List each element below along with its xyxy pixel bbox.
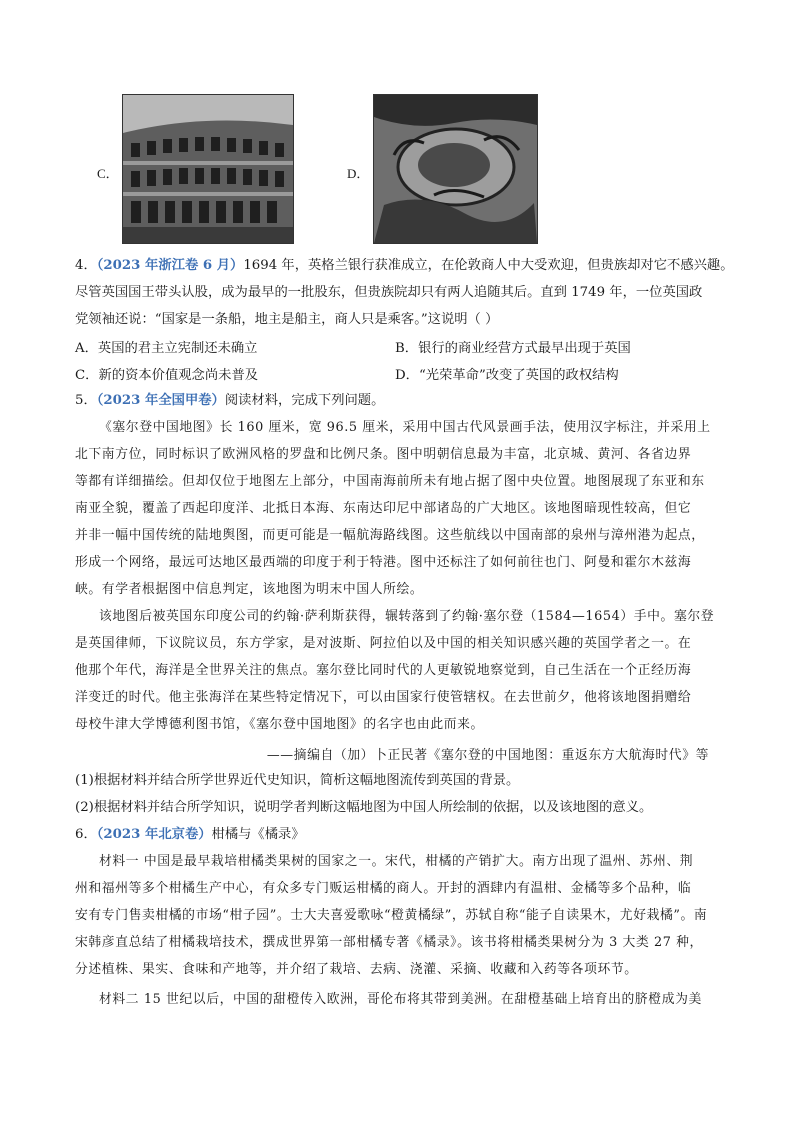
q5-material-line: 等都有详细描绘。但却仅位于地图左上部分，中国南海前所未有地占据了图中央位置。地图展现了东亚和东 xyxy=(75,474,705,489)
q4-number: 4． xyxy=(75,258,97,273)
q6-material-line: 材料二 15 世纪以后，中国的甜橙传入欧洲，哥伦布将其带到美洲。在甜橙基础上培育出的脐橙成为美 xyxy=(99,992,702,1007)
option-c-label: C． xyxy=(97,166,119,181)
q5-source: （2023 年全国甲卷） xyxy=(96,393,225,408)
q5-material-line: 南亚全貌，覆盖了西起印度洋、北抵日本海、东南达印尼中部诸岛的广大地区。该地图暗现性较高，但它 xyxy=(75,501,692,516)
q5-prompt: 阅读材料，完成下列问题。 xyxy=(224,393,385,408)
q5-material-line: 是英国律师，下议院议员，东方学家，是对波斯、阿拉伯以及中国的相关知识感兴趣的英国学者之一。在 xyxy=(75,636,692,651)
q6-material-line: 材料一 中国是最早栽培柑橘类果树的国家之一。宋代，柑橘的产销扩大。南方出现了温州、苏州、荆 xyxy=(99,854,694,869)
q5-subquestion-1: (1)根据材料并结合所学世界近代史知识，简析这幅地图流传到英国的背景。 xyxy=(75,773,520,788)
q5-material-line: 峡。有学者根据图中信息判定，该地图为明末中国人所绘。 xyxy=(75,582,424,597)
q6-material-line: 分述植株、果实、食味和产地等，并介绍了栽培、去病、浇灌、采摘、收藏和入药等各项环节。 xyxy=(75,962,638,977)
q6-header xyxy=(75,825,305,845)
q4-line-3: 党领袖还说：“国家是一条船，地主是船主，商人只是乘客。”这说明（ ） xyxy=(75,312,499,327)
q4-option-c: C．新的资本价值观念尚未普及 xyxy=(75,368,259,383)
q5-material-line: 该地图后被英国东印度公司的约翰·萨利斯获得，辗转落到了约翰·塞尔登（1584—1654）手中。塞尔登 xyxy=(99,609,715,624)
q6-title: 柑橘与《橘录》 xyxy=(211,827,305,842)
option-d-label: D． xyxy=(347,166,370,181)
q4-option-b: B．银行的商业经营方式最早出现于英国 xyxy=(395,341,631,356)
q5-attribution: ——摘编自（加）卜正民著《塞尔登的中国地图：重返东方大航海时代》等 xyxy=(266,748,709,763)
q5-subquestion-2: (2)根据材料并结合所学知识，说明学者判断这幅地图为中国人所绘制的依据，以及该地图的意义。 xyxy=(75,800,653,815)
q5-material-line: 北下南方位，同时标识了欧洲风格的罗盘和比例尺条。图中明朝信息最为丰富，北京城、黄河、各省边界 xyxy=(75,447,692,462)
q5-material-line: 洋变迁的时代。他主张海洋在某些特定情况下，可以由国家行使管辖权。在去世前夕，他将该地图捐赠给 xyxy=(75,690,692,705)
old-map-icon xyxy=(374,95,537,243)
q4-text-1: 1694 年，英格兰银行获准成立，在伦敦商人中大受欢迎，但贵族却对它不感兴趣。 xyxy=(243,258,734,273)
colosseum-photo xyxy=(122,94,294,244)
colosseum-icon xyxy=(123,95,293,243)
q4-source: （2023 年浙江卷 6 月） xyxy=(96,258,244,273)
q6-material-line: 安有专门售卖柑橘的市场“柑子园”。士大夫喜爱歌咏“橙黄橘绿”，苏轼自称“能子自读果木，尤好栽橘”。南 xyxy=(75,908,708,923)
q5-material-line: 并非一幅中国传统的陆地舆图，而更可能是一幅航海路线图。这些航线以中国南部的泉州与漳州港为起点， xyxy=(75,528,705,543)
q6-material-line: 州和福州等多个柑橘生产中心，有众多专门贩运柑橘的商人。开封的酒肆内有温柑、金橘等多个品种，临 xyxy=(75,881,692,896)
q4-line-1 xyxy=(75,256,734,276)
old-map-photo xyxy=(373,94,538,244)
q6-source: （2023 年北京卷） xyxy=(96,827,212,842)
q6-number: 6． xyxy=(75,827,97,842)
q4-line-2: 尽管英国国王带头认股，成为最早的一批股东，但贵族院却只有两人追随其后。直到 1749 年，一位英国政 xyxy=(75,285,703,300)
q5-header xyxy=(75,391,384,411)
q5-material-line: 他那个年代，海洋是全世界关注的焦点。塞尔登比同时代的人更敏锐地察觉到，自己生活在一个正经历海 xyxy=(75,663,692,678)
q6-material-line: 宋韩彦直总结了柑橘栽培技术，撰成世界第一部柑橘专著《橘录》。该书将柑橘类果树分为 3 大类 27 种， xyxy=(75,935,703,950)
q4-option-d: D．“光荣革命”改变了英国的政权结构 xyxy=(395,368,619,383)
q5-material-line: 形成一个网络，最远可达地区最西端的印度于利于特港。图中还标注了如何前往也门、阿曼和霍尔木兹海 xyxy=(75,555,692,570)
q5-material-line: 母校牛津大学博德利图书馆，《塞尔登中国地图》的名字也由此而来。 xyxy=(75,717,484,732)
q5-material-line: 《塞尔登中国地图》长 160 厘米，宽 96.5 厘米，采用中国古代风景画手法，使用汉字标注，并采用上 xyxy=(99,420,711,435)
q5-number: 5． xyxy=(75,393,97,408)
q4-option-a: A．英国的君主立宪制还未确立 xyxy=(75,341,258,356)
